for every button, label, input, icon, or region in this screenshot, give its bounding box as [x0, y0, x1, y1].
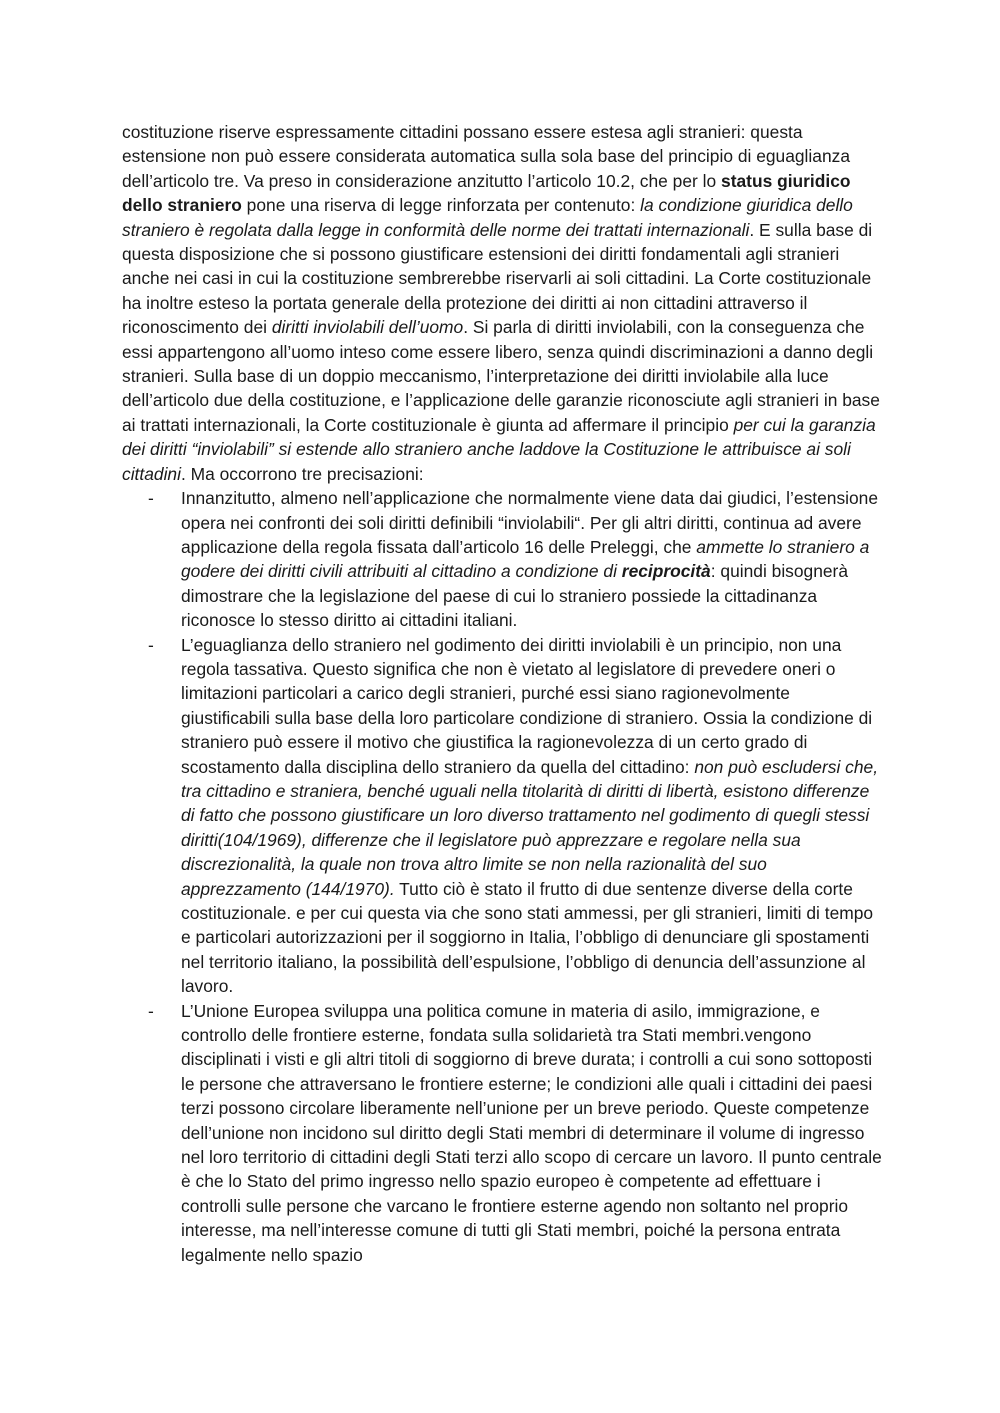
paragraph-text: costituzione riserve espressamente cittadini possano essere estesa agli stranieri: questa estensione non può essere considerata automatica sulla sola base del principio di eguaglianza dell’articolo tre. Va preso in considerazione anzitutto l’articolo 10.2, che per lo	[122, 122, 850, 191]
list-bullet: -	[148, 1000, 154, 1021]
document-body	[122, 120, 882, 1267]
list-item-text: Innanzitutto, almeno nell’applicazione che normalmente viene data dai giudici, l’estensione opera nei confronti dei soli diritti definibili “inviolabili“. Per gli altri diritti, continua ad avere applicazione della regola fissata dall’articolo 16 delle Preleggi, che	[181, 488, 879, 557]
paragraph-text: pone una riserva di legge rinforzata per contenuto:	[241, 195, 641, 216]
bold-term-status-giuridico: status giuridico dello straniero	[122, 170, 851, 216]
list-bullet: -	[148, 634, 154, 655]
bold-italic-term-reciprocita: reciprocità	[621, 561, 711, 582]
list-item	[122, 486, 882, 632]
paragraph-text: . E sulla base di questa disposizione che si possono giustificare estensioni dei diritti fondamentali agli stranieri anche nei casi in cui la costituzione sembrerebbe riservarli ai soli cittadini. La Corte costituzionale ha inoltre esteso la portata generale della protezione dei diritti ai non cittadini attraverso il riconoscimento dei	[122, 219, 873, 338]
list-bullet: -	[148, 488, 154, 509]
list-item-text: Tutto ciò è stato il frutto di due sentenze diverse della corte costituzionale. e per cui questa via che sono stati ammessi, per gli stranieri, limiti di tempo e particolari autorizzazioni per il soggiorno in Italia, l’obbligo di denunciare gli spostamenti nel territorio italiano, la possibilità dell’espulsione, l’obbligo di denuncia dell’assunzione al lavoro.	[181, 878, 874, 997]
italic-quote-preleggi: ammette lo straniero a godere dei diritti civili attribuiti al cittadino a condizione di	[181, 536, 870, 582]
list-item	[122, 633, 882, 999]
list-item-text: L’Unione Europea sviluppa una politica comune in materia di asilo, immigrazione, e controllo delle frontiere esterne, fondata sulla solidarietà tra Stati membri.vengono disciplinati i visti e gli altri titoli di soggiorno di breve durata; i controlli a cui sono sottoposti le persone che attraversano le frontiere esterne; le condizioni alle quali i cittadini dei paesi terzi possono circolare liberamente nell’unione per un breve periodo. Queste competenze dell’unione non incidono sul diritto degli Stati membri di determinare il volume di ingresso nel loro territorio di cittadini degli Stati terzi allo scopo di cercare un lavoro. Il punto centrale è che lo Stato del primo ingresso nello spazio europeo è competente ad effettuare i controlli sulle persone che varcano le frontiere esterne agendo non soltanto nel proprio interesse, ma nell’interesse comune di tutti gli Stati membri, poiché la persona entrata legalmente nello spazio	[181, 1000, 882, 1265]
italic-quote-principio: per cui la garanzia dei diritti “inviolabili” si estende allo straniero anche laddove la Costituzione le attribuisce ai soli cittadini	[122, 414, 876, 484]
paragraph-text: . Ma occorrono tre precisazioni:	[180, 463, 424, 484]
precisazioni-list	[122, 486, 882, 1267]
italic-quote-condizione-giuridica: la condizione giuridica dello straniero è regolata dalla legge in conformità delle norme dei trattati internazionali	[122, 195, 853, 240]
italic-quote-sentenze: non può escludersi che, tra cittadino e straniera, benché uguali nella titolarità di diritti di libertà, esistono differenze di fatto che possono giustificare un loro diverso trattamento nel godimento di quegli stessi diritti(104/1969), differenze che il legislatore può apprezzare e regolare nella sua discrezionalità, la quale non trova altro limite se non nella razionalità del suo apprezzamento (144/1970).	[181, 756, 879, 899]
list-item-text: L’eguaglianza dello straniero nel godimento dei diritti inviolabili è un principio, non una regola tassativa. Questo significa che non è vietato al legislatore di prevedere oneri o limitazioni particolari a carico degli stranieri, purché essi siano ragionevolmente giustificabili sulla base della loro particolare condizione di straniero. Ossia la condizione di straniero può essere il motivo che giustifica la ragionevolezza di un certo grado di scostamento dalla disciplina dello straniero da quella del cittadino:	[181, 634, 873, 777]
intro-paragraph	[122, 120, 882, 486]
list-item	[122, 999, 882, 1267]
italic-term-diritti-inviolabili: diritti inviolabili dell’uomo	[271, 317, 464, 338]
list-item-text: : quindi bisognerà dimostrare che la legislazione del paese di cui lo straniero possiede la cittadinanza riconosce lo stesso diritto ai cittadini italiani.	[181, 561, 849, 631]
paragraph-text: . Si parla di diritti inviolabili, con la conseguenza che essi appartengono all’uomo inteso come essere libero, senza quindi discriminazioni a danno degli stranieri. Sulla base di un doppio meccanismo, l’interpretazione dei diritti inviolabile alla luce dell’articolo due della costituzione, e l’applicazione delle garanzie riconosciute agli stranieri in base ai trattati internazionali, la Corte costituzionale è giunta ad affermare il principio	[122, 317, 880, 435]
